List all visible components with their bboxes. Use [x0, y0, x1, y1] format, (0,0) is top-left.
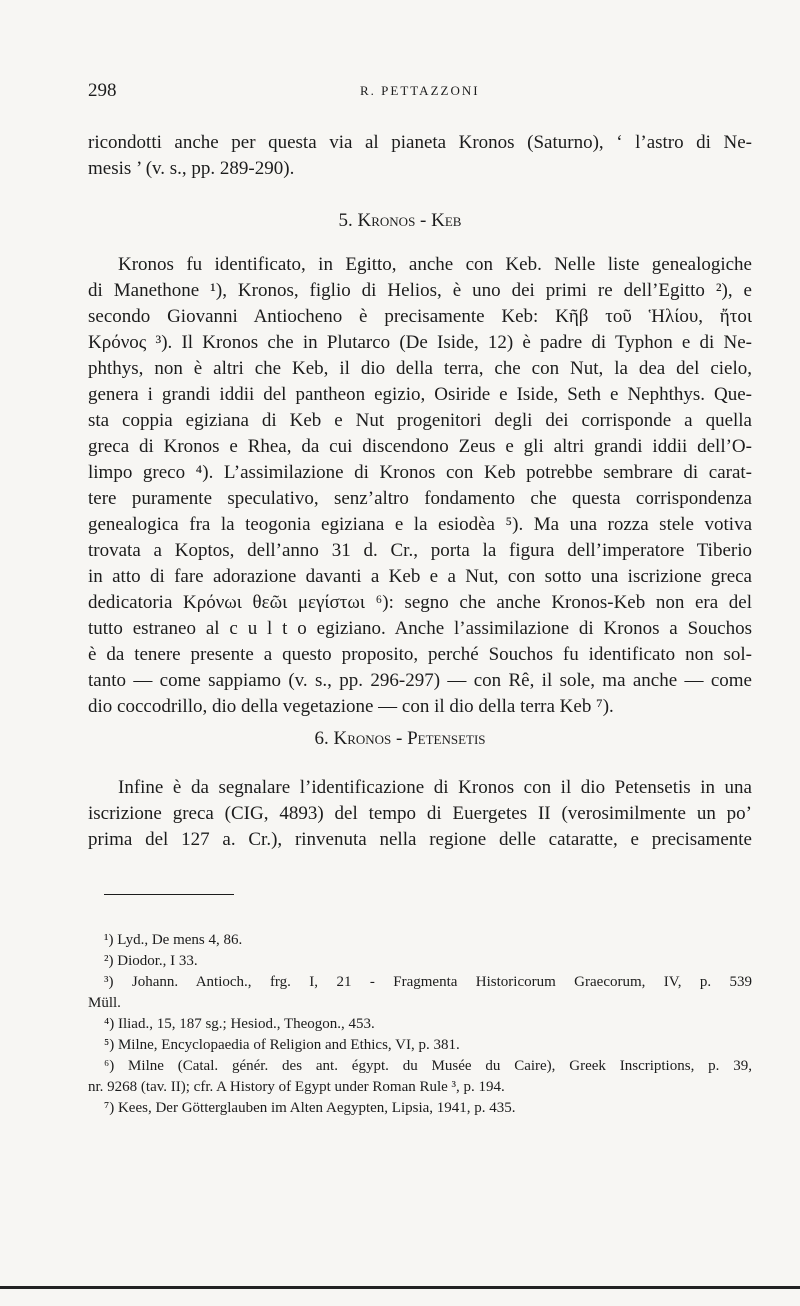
- text-line: genera i grandi iddii del pantheon egizio, Osiride e Iside, Seth e Nephthys. Que-: [88, 384, 752, 405]
- text-line: greca di Kronos e Rhea, da cui discendono Zeus e gli altri grandi iddii dell’O-: [88, 436, 752, 457]
- section-6-title: 6. Kronos - Petensetis: [314, 728, 486, 749]
- footnote-continuation: nr. 9268 (tav. II); cfr. A History of Egypt under Roman Rule ³, p. 194.: [88, 1079, 505, 1095]
- text-line: dio coccodrillo, dio della vegetazione — con il dio della terra Keb ⁷).: [88, 696, 614, 717]
- text-line: tere puramente speculativo, senz’altro fondamento che questa corrispondenza: [88, 488, 752, 509]
- intro-paragraph: [88, 130, 752, 182]
- text-line: di Manethone ¹), Kronos, figlio di Helios, è uno dei primi re dell’Egitto ²), e: [88, 280, 752, 301]
- text-line: Kronos fu identificato, in Egitto, anche con Keb. Nelle liste genealogiche: [118, 254, 752, 275]
- section-6-paragraph: [88, 775, 752, 853]
- text-line: tutto estraneo al c u l t o egiziano. Anche l’assimilazione di Kronos a Souchos: [88, 618, 752, 639]
- text-line: secondo Giovanni Antiocheno è precisamente Keb: Κῆβ τοῦ Ἡλίου, ἤτοι: [88, 306, 752, 327]
- footnote: ⁶) Milne (Catal. génér. des ant. égypt. du Musée du Caire), Greek Inscriptions, p. 39,: [104, 1058, 752, 1074]
- text-line: Κρόνος ³). Il Kronos che in Plutarco (De Iside, 12) è padre di Typhon e di Ne-: [88, 332, 752, 353]
- footnote: ⁴) Iliad., 15, 187 sg.; Hesiod., Theogon., 453.: [104, 1016, 375, 1032]
- running-head: R. PETTAZZONI: [360, 83, 480, 98]
- text-line: è da tenere presente a questo proposito, perché Souchos fu identificato non sol-: [88, 644, 752, 665]
- footnote: ¹) Lyd., De mens 4, 86.: [104, 932, 243, 948]
- footnote-rule: [104, 894, 234, 895]
- footnotes: [88, 930, 752, 1119]
- text-line: tanto — come sappiamo (v. s., pp. 296-297) — con Rê, il sole, ma anche — come: [88, 670, 752, 691]
- text-line: sta coppia egiziana di Keb e Nut progenitori degli dei corrisponde a quella: [88, 410, 752, 431]
- text-line: prima del 127 a. Cr.), rinvenuta nella regione delle cataratte, e precisamente: [88, 829, 752, 850]
- text-line: phthys, non è altri che Keb, il dio della terra, che con Nut, la dea del cielo,: [88, 358, 752, 379]
- text-line: Infine è da segnalare l’identificazione di Kronos con il dio Petensetis in una: [118, 777, 752, 798]
- footnote: ²) Diodor., I 33.: [104, 953, 198, 969]
- footnote: ³) Johann. Antioch., frg. I, 21 - Fragmenta Historicorum Graecorum, IV, p. 539: [104, 974, 752, 990]
- text-line: trovata a Koptos, dell’anno 31 d. Cr., porta la figura dell’imperatore Tiberio: [88, 540, 752, 561]
- footnote: ⁷) Kees, Der Götterglauben im Alten Aegypten, Lipsia, 1941, p. 435.: [104, 1100, 516, 1116]
- page-bottom-edge: [0, 1286, 800, 1289]
- footnote: ⁵) Milne, Encyclopaedia of Religion and Ethics, VI, p. 381.: [104, 1037, 460, 1053]
- text-line: dedicatoria Κρόνωι θεῶι μεγίστωι ⁶): segno che anche Kronos-Keb non era del: [88, 592, 752, 613]
- section-5-paragraph: [88, 252, 752, 720]
- section-5-title: 5. Kronos - Keb: [338, 210, 462, 231]
- text-line: ricondotti anche per questa via al pianeta Kronos (Saturno), ‘ l’astro di Ne-: [88, 132, 752, 153]
- text-line: iscrizione greca (CIG, 4893) del tempo di Euergetes II (verosimilmente un po’: [88, 803, 752, 824]
- page-header: [0, 80, 800, 104]
- text-line: genealogica fra la teogonia egiziana e la esiodèa ⁵). Ma una rozza stele votiva: [88, 514, 752, 535]
- page-number: 298: [88, 80, 117, 101]
- footnote-continuation: Müll.: [88, 995, 121, 1011]
- text-line: mesis ’ (v. s., pp. 289-290).: [88, 158, 295, 179]
- text-line: in atto di fare adorazione davanti a Keb e a Nut, con sotto una iscrizione greca: [88, 566, 752, 587]
- text-line: limpo greco ⁴). L’assimilazione di Kronos con Keb potrebbe sembrare di carat-: [88, 462, 752, 483]
